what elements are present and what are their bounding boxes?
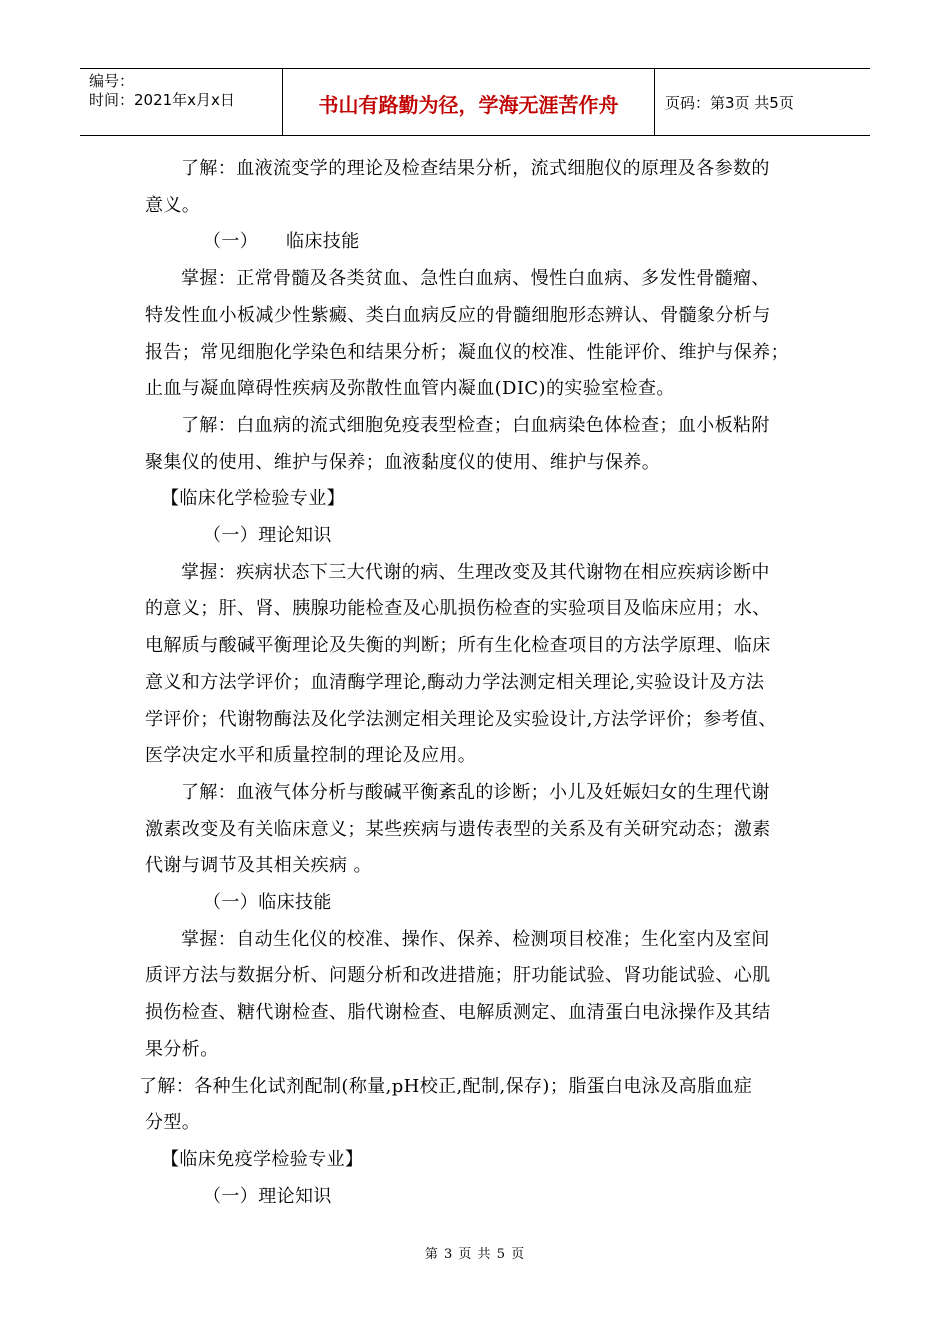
header-meta — [80, 69, 283, 135]
paragraph-line: 激素改变及有关临床意义；某些疾病与遗传表型的关系及有关研究动态；激素 — [145, 818, 771, 840]
subsection-heading: （一）临床技能 — [203, 892, 332, 914]
page-header — [80, 68, 870, 136]
paragraph-line: 代谢与调节及其相关疾病 。 — [145, 855, 372, 877]
paragraph-line: 质评方法与数据分析、问题分析和改进措施；肝功能试验、肾功能试验、心肌 — [145, 965, 771, 987]
page-footer: 第 3 页 共 5 页 — [424, 1247, 526, 1262]
document-number-label: 编号： — [89, 72, 135, 90]
paragraph-line: 掌握：自动生化仪的校准、操作、保养、检测项目校准；生化室内及室间 — [181, 928, 770, 950]
document-body — [139, 151, 810, 1215]
paragraph-line: 特发性血小板减少性紫癜、类白血病反应的骨髓细胞形态辨认、骨髓象分析与 — [145, 304, 771, 326]
paragraph-line: 聚集仪的使用、维护与保养；血液黏度仪的使用、维护与保养。 — [145, 451, 661, 473]
paragraph-line: 了解：白血病的流式细胞免疫表型检查；白血病染色体检查；血小板粘附 — [181, 414, 770, 436]
paragraph-line: 掌握：疾病状态下三大代谢的病、生理改变及其代谢物在相应疾病诊断中 — [181, 561, 770, 583]
subsection-heading: （一）理论知识 — [203, 525, 332, 547]
paragraph-line: 学评价；代谢物酶法及化学法测定相关理论及实验设计,方法学评价；参考值、 — [145, 708, 777, 730]
paragraph-line: 了解：血液气体分析与酸碱平衡紊乱的诊断；小儿及妊娠妇女的生理代谢 — [181, 781, 770, 803]
header-page-number: 页码：第3页 共5页 — [665, 93, 794, 112]
paragraph-line: 止血与凝血障碍性疾病及弥散性血管内凝血(DIC)的实验室检查。 — [145, 378, 675, 400]
paragraph-line: 意义和方法学评价；血清酶学理论,酶动力学法测定相关理论,实验设计及方法 — [145, 671, 765, 693]
document-date: 时间：2021年x月x日 — [89, 91, 235, 109]
section-heading: 【临床化学检验专业】 — [161, 488, 345, 510]
paragraph-line: 意义。 — [145, 194, 201, 216]
paragraph-line: 分型。 — [145, 1112, 201, 1134]
paragraph-line: 电解质与酸碱平衡理论及失衡的判断；所有生化检查项目的方法学原理、临床 — [145, 635, 771, 657]
paragraph-line: 损伤检查、糖代谢检查、脂代谢检查、电解质测定、血清蛋白电泳操作及其结 — [145, 1002, 771, 1024]
paragraph-line: 的意义；肝、肾、胰腺功能检查及心肌损伤检查的实验项目及临床应用；水、 — [145, 598, 771, 620]
subsection-heading: （一） 临床技能 — [203, 231, 360, 253]
paragraph-line: 报告；常见细胞化学染色和结果分析；凝血仪的校准、性能评价、维护与保养； — [145, 341, 789, 363]
paragraph-line: 医学决定水平和质量控制的理论及应用。 — [145, 745, 477, 767]
paragraph-line: 了解：血液流变学的理论及检查结果分析，流式细胞仪的原理及各参数的 — [181, 158, 770, 179]
paragraph-line: 掌握：正常骨髓及各类贫血、急性白血病、慢性白血病、多发性骨髓瘤、 — [181, 268, 770, 290]
subsection-heading: （一）理论知识 — [203, 1185, 332, 1207]
paragraph-line: 果分析。 — [145, 1038, 219, 1060]
section-heading: 【临床免疫学检验专业】 — [161, 1148, 364, 1170]
paragraph-line: 了解：各种生化试剂配制(称量,pH校正,配制,保存)；脂蛋白电泳及高脂血症 — [139, 1075, 753, 1097]
header-motto: 书山有路勤为径，学海无涯苦作舟 — [283, 69, 655, 135]
